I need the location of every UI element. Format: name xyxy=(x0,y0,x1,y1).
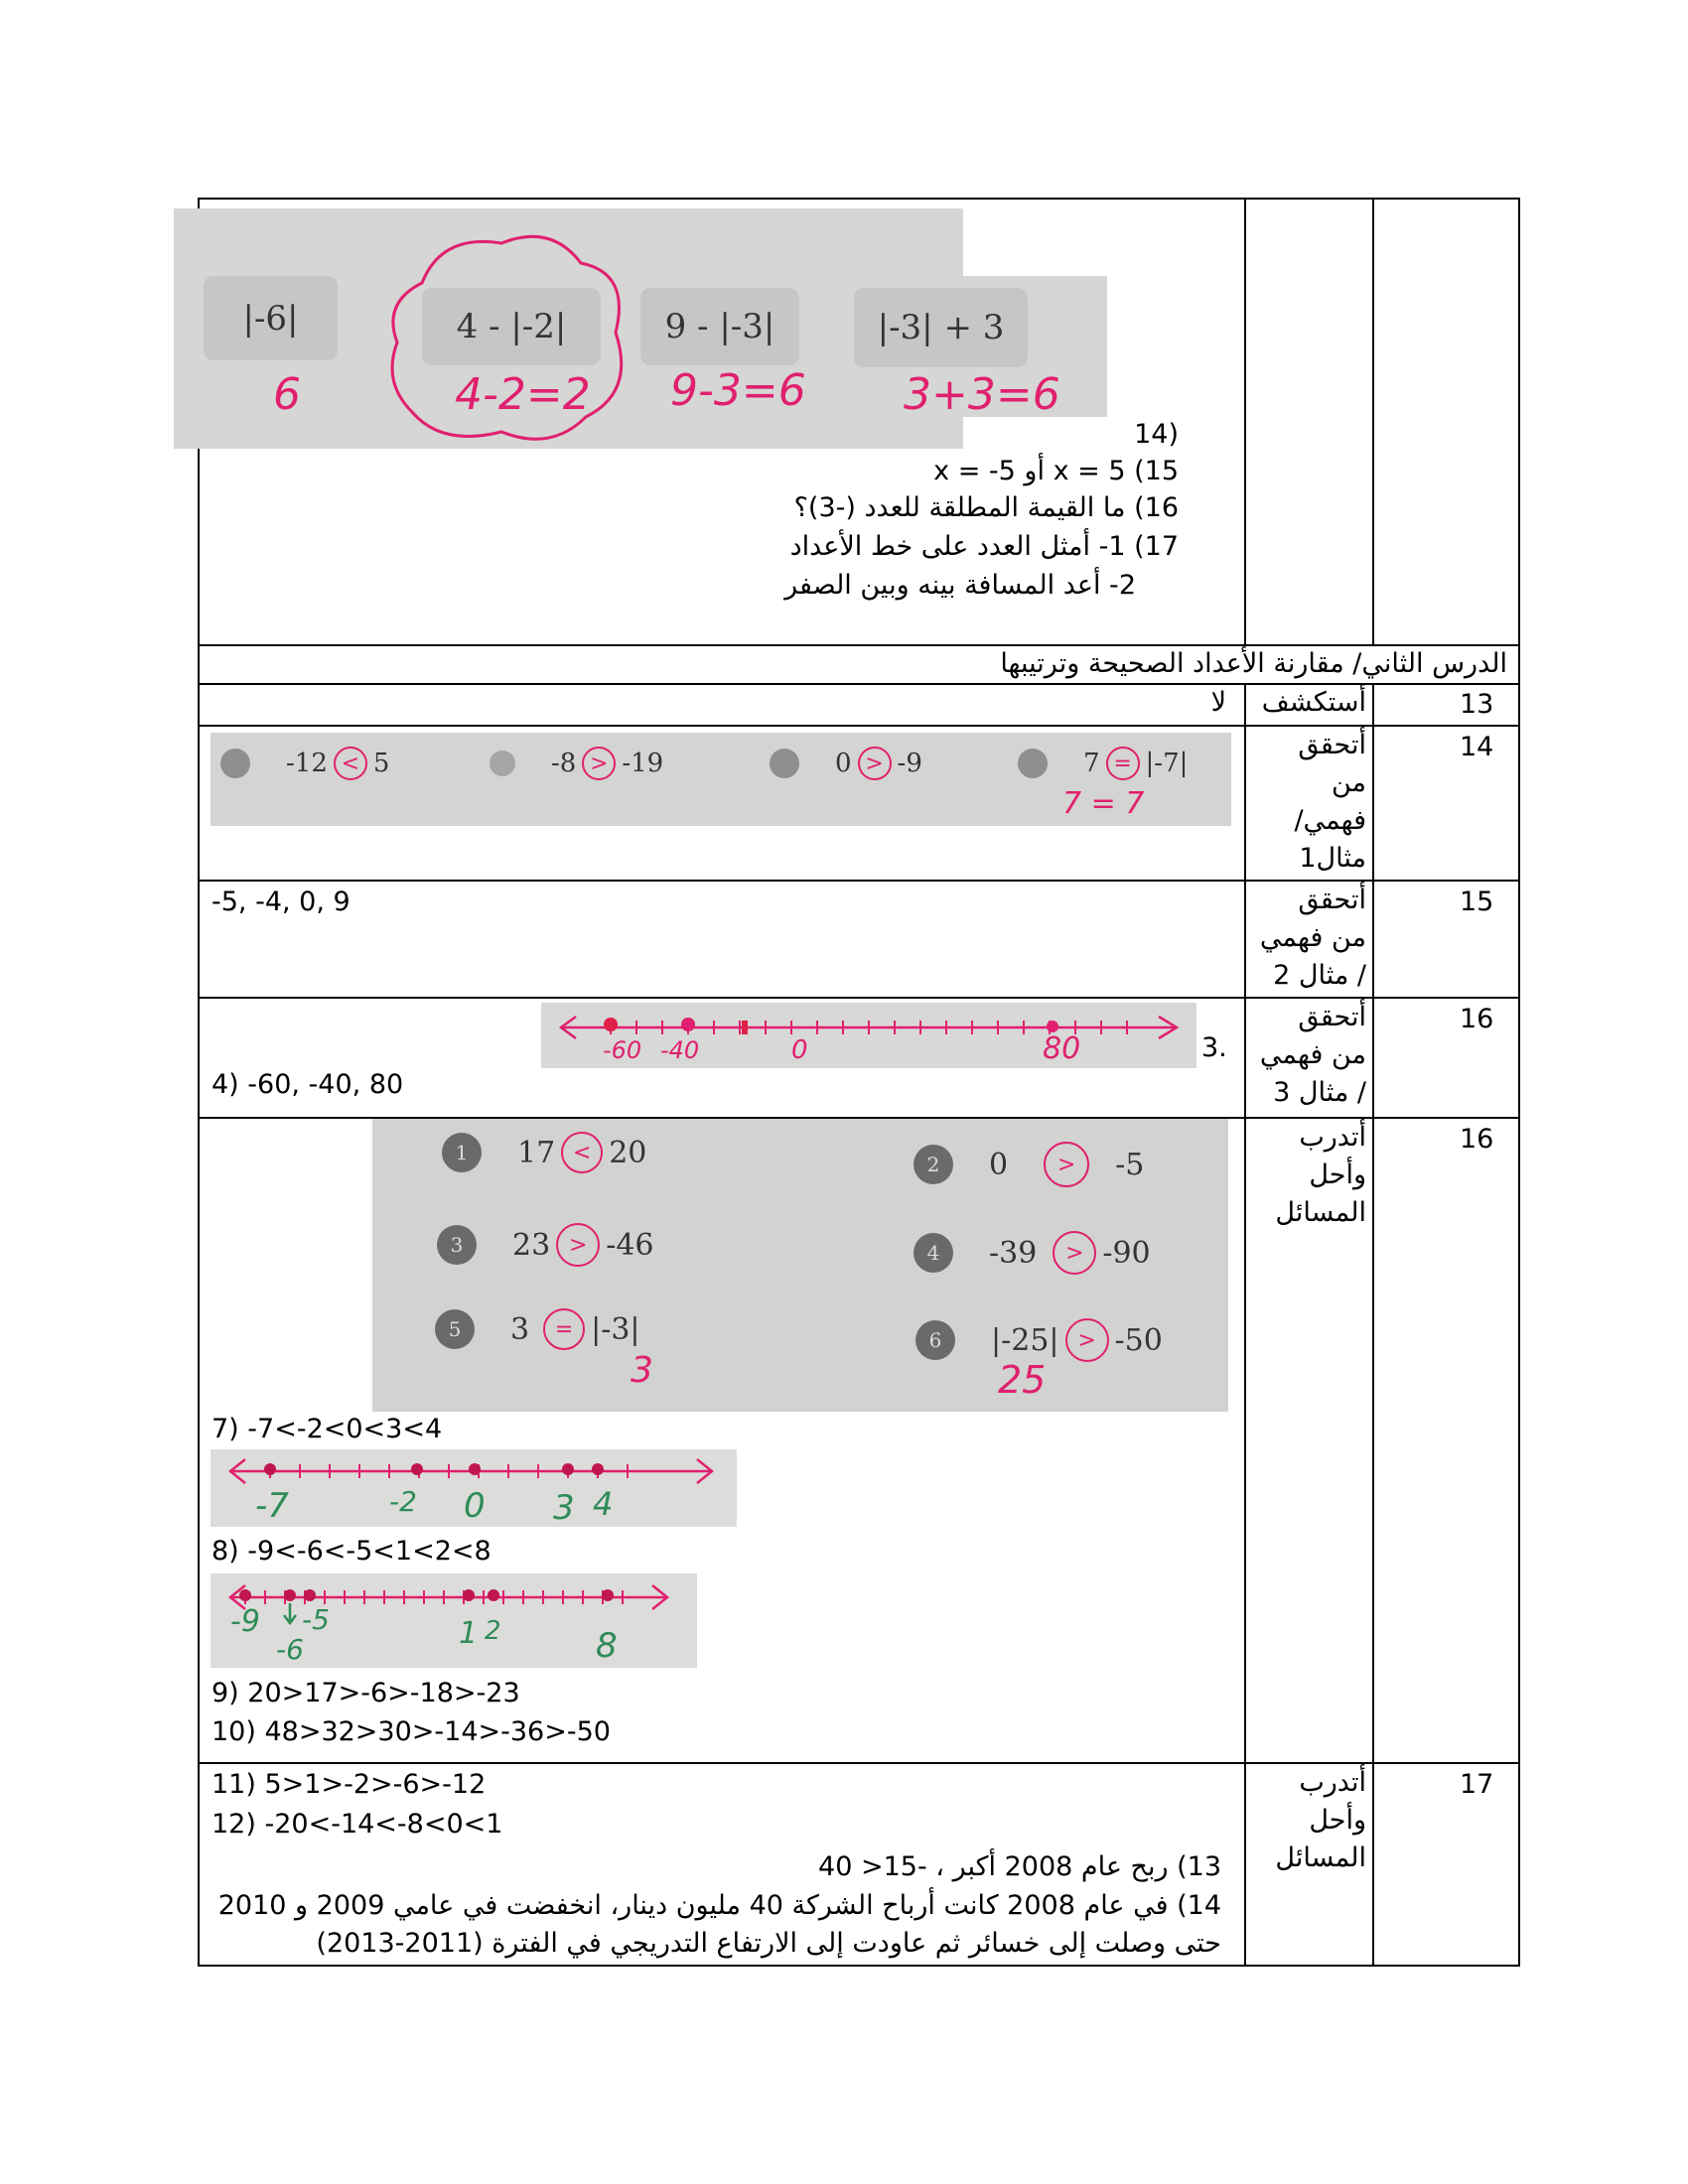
row-label: أتدرب وأحل المسائل xyxy=(1275,1122,1366,1228)
row-label: أتحقق من فهمي/ مثال1 xyxy=(1294,730,1366,874)
exercise-4 xyxy=(914,1231,1151,1275)
tick-label: 2 xyxy=(485,1616,501,1646)
row-answer: لا xyxy=(1210,687,1226,718)
exercise-number: 4 xyxy=(914,1233,953,1273)
arrow-down-icon xyxy=(284,1603,296,1623)
table-bottom-border xyxy=(198,1965,1520,1967)
comparison-left: 0 xyxy=(835,749,852,778)
exercise-number: 6 xyxy=(915,1320,955,1360)
col-divider xyxy=(1244,683,1246,1967)
row-number: 13 xyxy=(1460,689,1494,720)
tick-label: 1 xyxy=(459,1616,479,1651)
abs-answer-3: 9-3=6 xyxy=(670,365,806,416)
tick-label: 80 xyxy=(1043,1031,1081,1066)
answer-17-step2: 2- أعد المسافة بينه وبين الصفر xyxy=(784,570,1136,601)
row-label: أتحقق من فهمي / مثال 2 xyxy=(1259,885,1366,991)
exercise-6 xyxy=(915,1318,1163,1362)
comparison-sign: < xyxy=(334,747,367,780)
point-marker xyxy=(604,1018,618,1031)
answer-7: 7) -7<-2<0<3<4 xyxy=(211,1414,443,1444)
comparison-right: -90 xyxy=(1102,1235,1151,1271)
answer-14: (14 xyxy=(1134,419,1179,450)
exercise-number: 3 xyxy=(437,1225,477,1265)
exercise-2 xyxy=(914,1142,1144,1187)
comparison-right: |-7| xyxy=(1145,749,1189,778)
tick-label: -40 xyxy=(660,1036,700,1064)
radio-icon xyxy=(490,751,515,776)
point-marker xyxy=(411,1463,423,1475)
comparison-left: 23 xyxy=(512,1227,551,1263)
comparison-sign: = xyxy=(1106,747,1140,780)
comparison-right: -9 xyxy=(897,749,922,778)
comparison-left: 7 xyxy=(1083,749,1100,778)
row-number: 16 xyxy=(1460,1004,1494,1034)
row-number: 16 xyxy=(1460,1124,1494,1155)
point-marker xyxy=(264,1463,276,1475)
comparison-right: 20 xyxy=(609,1135,647,1170)
answer-13: 13) ربح عام 2008 أكبر ، -15< 40 xyxy=(818,1851,1221,1882)
comparison-right: -50 xyxy=(1114,1322,1163,1358)
numberline-7 xyxy=(211,1449,737,1527)
answer-10: 10) 48>32>30>-14>-36>-50 xyxy=(211,1716,611,1747)
col-divider xyxy=(1372,198,1374,646)
comparison-sign: > xyxy=(1053,1231,1096,1275)
table-right-border xyxy=(1518,198,1520,1967)
abs-answer-4: 3+3=6 xyxy=(904,369,1060,420)
tick-label: -7 xyxy=(255,1486,289,1526)
radio-icon xyxy=(220,749,250,778)
point-marker xyxy=(602,1589,614,1601)
abs-card-expr: 9 - |-3| xyxy=(664,307,775,346)
comparison-sign: < xyxy=(561,1132,603,1173)
tick-label: -9 xyxy=(230,1604,260,1639)
zero-marker xyxy=(742,1021,748,1034)
point-marker xyxy=(681,1018,695,1031)
answer-11: 11) 5>1>-2>-6>-12 xyxy=(211,1769,487,1800)
col-divider xyxy=(1244,198,1246,646)
abs-answer-1: 6 xyxy=(273,369,301,420)
row-label: أتدرب وأحل المسائل xyxy=(1275,1767,1366,1873)
table-left-border xyxy=(198,198,200,1967)
row-number: 15 xyxy=(1460,887,1494,917)
lesson-title: الدرس الثاني/ مقارنة الأعداد الصحيحة وترتيبها xyxy=(1000,648,1507,679)
point-marker xyxy=(284,1589,296,1601)
answer-14-line1: 14) في عام 2008 كانت أرباح الشركة 40 مليون دينار، انخفضت في عامي 2009 و 2010 xyxy=(217,1890,1221,1921)
tick-label: -5 xyxy=(302,1603,330,1636)
comparison-2 xyxy=(490,747,663,780)
comparison-left: -12 xyxy=(286,749,328,778)
exercise-number: 1 xyxy=(442,1133,482,1172)
answer-8: 8) -9<-6<-5<1<2<8 xyxy=(211,1536,492,1567)
abs-card-expr: |-6| xyxy=(242,298,299,339)
exercise-note: 3 xyxy=(631,1350,653,1391)
comparison-1 xyxy=(220,747,389,780)
point-marker xyxy=(562,1463,574,1475)
answer-15: 15) x = 5 أو x = -5 xyxy=(933,456,1179,486)
comparison-sign: > xyxy=(556,1223,600,1267)
comparison-right: -19 xyxy=(622,749,664,778)
radio-icon xyxy=(1018,749,1048,778)
answer-14-line2: حتى وصلت إلى خسائر ثم عاودت إلى الارتفاع التدريجي في الفترة (2011-2013) xyxy=(316,1928,1221,1959)
comparison-left: -39 xyxy=(989,1235,1038,1271)
tick-label: -60 xyxy=(603,1036,642,1064)
numberline-chart xyxy=(541,1003,1196,1068)
answer-9: 9) 20>17>-6>-18>-23 xyxy=(211,1678,520,1708)
comparison-sign: > xyxy=(582,747,616,780)
row-label: أتحقق من فهمي / مثال 3 xyxy=(1259,1002,1366,1108)
tick-label: 0 xyxy=(464,1486,486,1526)
comparison-left: |-25| xyxy=(991,1322,1059,1358)
tick-label: 8 xyxy=(596,1626,618,1666)
exercise-5 xyxy=(435,1308,640,1350)
answer-17-step1: 17) 1- أمثل العدد على خط الأعداد xyxy=(789,531,1179,562)
abs-card-expr: |-3| + 3 xyxy=(877,308,1005,347)
comparison-left: 17 xyxy=(517,1135,556,1170)
comparison-right: -5 xyxy=(1115,1147,1145,1182)
tick-label: 4 xyxy=(593,1485,614,1523)
exercise-number: 5 xyxy=(435,1309,475,1349)
row-answer: 4) -60, -40, 80 xyxy=(211,1069,404,1100)
exercise-number: 2 xyxy=(914,1145,953,1184)
abs-card-4 xyxy=(854,288,1028,367)
point-marker xyxy=(488,1589,499,1601)
comparison-sign: > xyxy=(1065,1318,1109,1362)
row-answer: -5, -4, 0, 9 xyxy=(211,887,351,917)
col-divider xyxy=(1372,683,1374,1967)
tick-label: -2 xyxy=(389,1485,417,1518)
comparison-right: -46 xyxy=(606,1227,654,1263)
exercise-note: 25 xyxy=(998,1358,1047,1402)
tick-label: 0 xyxy=(791,1035,808,1065)
point-marker xyxy=(239,1589,251,1601)
comparison-sign: > xyxy=(1044,1142,1089,1187)
abs-answer-2: 4-2=2 xyxy=(455,369,591,420)
comparison-note: 7 = 7 xyxy=(1062,786,1145,821)
abs-card-3 xyxy=(640,288,799,365)
comparison-right: |-3| xyxy=(591,1311,640,1347)
point-marker xyxy=(592,1463,604,1475)
row-number: 17 xyxy=(1460,1769,1494,1800)
abs-card-expr: 4 - |-2| xyxy=(456,307,567,346)
row-label: أستكشف xyxy=(1261,687,1366,718)
comparison-right: 5 xyxy=(372,749,390,778)
comparison-4 xyxy=(1018,747,1188,780)
radio-icon xyxy=(770,749,799,778)
point-marker xyxy=(304,1589,316,1601)
table-top-border xyxy=(198,198,1520,200)
comparison-3 xyxy=(770,747,922,780)
exercise-1 xyxy=(442,1132,646,1173)
tick-label: 3 xyxy=(553,1488,575,1527)
row-number: 14 xyxy=(1460,732,1494,762)
abs-card-1 xyxy=(204,276,338,360)
numberline-8 xyxy=(211,1573,697,1668)
point-marker xyxy=(469,1463,481,1475)
exercise-3 xyxy=(437,1223,654,1267)
item-number: 3. xyxy=(1201,1032,1227,1063)
tick-label: -6 xyxy=(276,1633,304,1666)
comparison-left: 3 xyxy=(510,1311,530,1347)
point-marker xyxy=(463,1589,475,1601)
comparison-left: -8 xyxy=(551,749,577,778)
answer-12: 12) -20<-14<-8<0<1 xyxy=(211,1809,503,1840)
comparison-left: 0 xyxy=(989,1147,1009,1182)
comparison-sign: > xyxy=(858,747,892,780)
answer-16: 16) ما القيمة المطلقة للعدد (-3)؟ xyxy=(793,492,1179,523)
comparison-sign: = xyxy=(543,1308,585,1350)
